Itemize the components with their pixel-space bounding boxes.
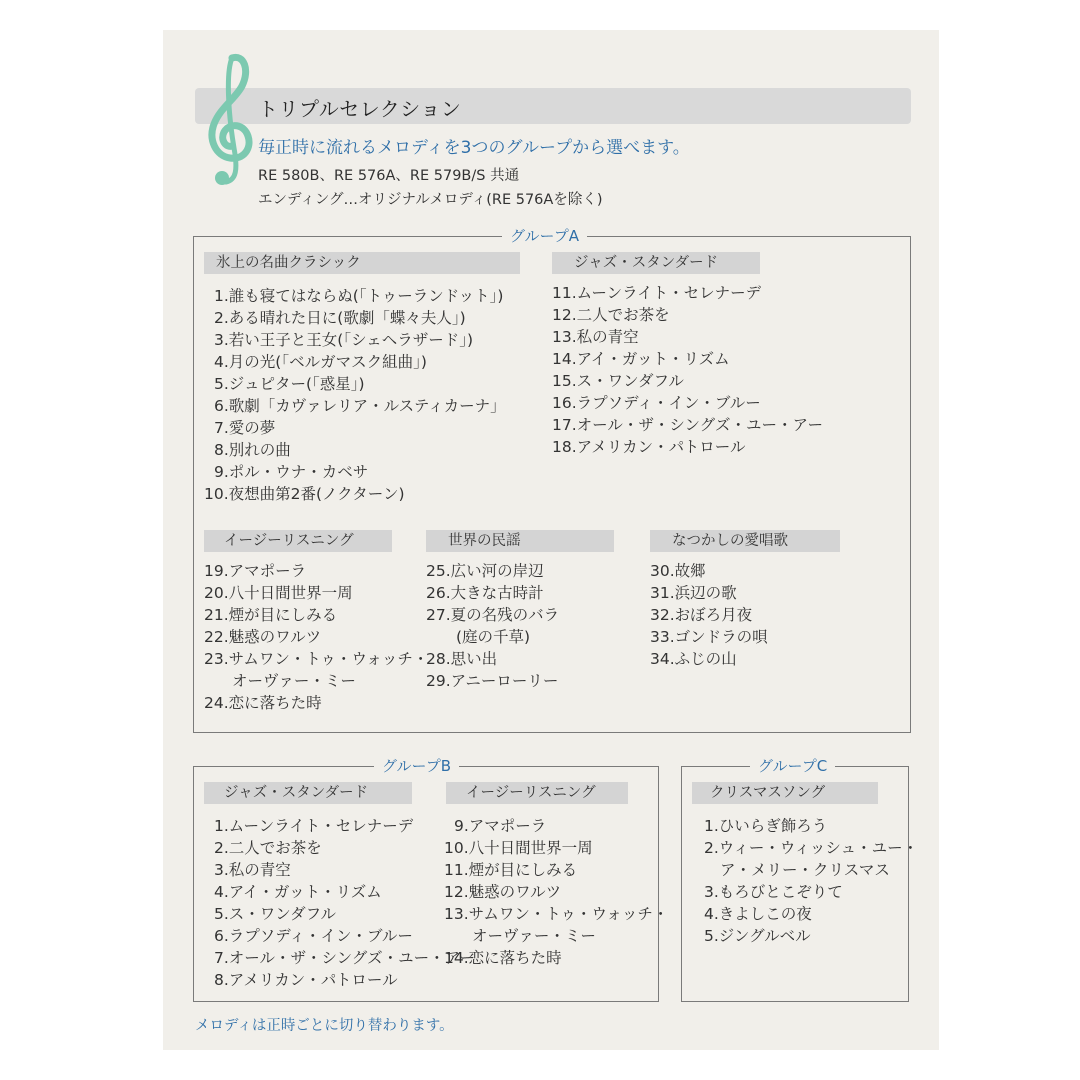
group-b-label: グループB [374, 755, 459, 777]
list-item-continuation: (庭の千草) [456, 628, 531, 646]
list-item: 14.恋に落ちた時 [444, 949, 562, 967]
list-item: 18.アメリカン・パトロール [552, 438, 746, 456]
list-item: 17.オール・ザ・シングズ・ユー・アー [552, 416, 824, 434]
list-item: 34.ふじの山 [650, 650, 737, 668]
category-jazz-b: ジャズ・スタンダード [204, 782, 412, 804]
list-item: 4.アイ・ガット・リズム [214, 883, 382, 901]
list-item: 12.魅惑のワルツ [444, 883, 562, 901]
list-item: 8.別れの曲 [214, 441, 291, 459]
group-b [193, 757, 669, 1002]
list-item: 2.ある晴れた日に(歌劇「蝶々夫人」) [214, 309, 466, 327]
list-item: 5.ス・ワンダフル [214, 905, 337, 923]
list-item: 2.ウィー・ウィッシュ・ユー・ [704, 839, 919, 857]
list-item: 2.二人でお茶を [214, 839, 322, 857]
category-easy-listening: イージーリスニング [204, 530, 392, 552]
list-item: 9.アマポーラ [454, 817, 547, 835]
jazz-b-list [214, 815, 475, 991]
folk-list [426, 560, 559, 692]
list-item: 26.大きな古時計 [426, 584, 544, 602]
list-item: 7.愛の夢 [214, 419, 276, 437]
list-item: 9.ポル・ウナ・カベサ [214, 463, 369, 481]
list-item: 19.アマポーラ [204, 562, 307, 580]
jazz-list [552, 282, 823, 458]
treble-clef-icon [198, 52, 258, 192]
list-item: 16.ラプソディ・イン・ブルー [552, 394, 761, 412]
group-a [193, 227, 911, 733]
list-item: 27.夏の名残のバラ [426, 606, 560, 624]
list-item: 20.八十日間世界一周 [204, 584, 353, 602]
list-item-continuation: ア・メリー・クリスマス [720, 861, 890, 879]
subtitle: 毎正時に流れるメロディを3つのグループから選べます。 [258, 138, 690, 158]
category-classic: 氷上の名曲クラシック [204, 252, 520, 274]
list-item: 3.若い王子と王女(「シェヘラザード」) [214, 331, 474, 349]
group-c [681, 757, 919, 1002]
group-c-label: グループC [750, 755, 835, 777]
list-item: 6.ラプソディ・イン・ブルー [214, 927, 413, 945]
list-item: 31.浜辺の歌 [650, 584, 737, 602]
list-item: 28.思い出 [426, 650, 498, 668]
list-item: 3.私の青空 [214, 861, 291, 879]
list-item: 12.二人でお茶を [552, 306, 670, 324]
list-item: 15.ス・ワンダフル [552, 372, 684, 390]
footer-note: メロディは正時ごとに切り替わります。 [195, 1018, 454, 1034]
page-title: トリプルセレクション [258, 97, 462, 121]
list-item: 23.サムワン・トゥ・ウォッチ・ [204, 650, 429, 668]
easy-listening-b-list [444, 815, 668, 969]
list-item: 11.ムーンライト・セレナーデ [552, 284, 762, 302]
list-item: 5.ジュピター(「惑星」) [214, 375, 365, 393]
list-item: 30.故郷 [650, 562, 706, 580]
list-item-continuation: オーヴァー・ミー [232, 672, 356, 690]
group-a-label: グループA [502, 225, 587, 247]
list-item: 32.おぼろ月夜 [650, 606, 753, 624]
list-item: 11.煙が目にしみる [444, 861, 578, 879]
list-item: 1.ムーンライト・セレナーデ [214, 817, 414, 835]
list-item: 5.ジングルベル [704, 927, 811, 945]
list-item: 6.歌劇「カヴァレリア・ルスティカーナ」 [214, 397, 506, 415]
classic-list [204, 285, 506, 505]
list-item: 1.ひいらぎ飾ろう [704, 817, 828, 835]
category-jazz: ジャズ・スタンダード [552, 252, 760, 274]
nostalgic-list [650, 560, 768, 670]
compatible-models: RE 580B、RE 576A、RE 579B/S 共通 [258, 168, 520, 184]
category-christmas: クリスマスソング [692, 782, 878, 804]
category-nostalgic: なつかしの愛唱歌 [650, 530, 840, 552]
easy-listening-list [204, 560, 428, 714]
list-item: 13.サムワン・トゥ・ウォッチ・ [444, 905, 669, 923]
list-item: 4.きよしこの夜 [704, 905, 812, 923]
list-item: 10.八十日間世界一周 [444, 839, 593, 857]
list-item: 10.夜想曲第2番(ノクターン) [204, 485, 405, 503]
list-item: 13.私の青空 [552, 328, 639, 346]
ending-note: エンディング…オリジナルメロディ(RE 576Aを除く) [258, 192, 603, 208]
list-item: 14.アイ・ガット・リズム [552, 350, 730, 368]
list-item: 1.誰も寝てはならぬ(「トゥーランドット」) [214, 287, 504, 305]
christmas-list [704, 815, 918, 947]
list-item: 3.もろびとこぞりて [704, 883, 843, 901]
list-item: 33.ゴンドラの唄 [650, 628, 768, 646]
category-easy-listening-b: イージーリスニング [446, 782, 628, 804]
list-item: 25.広い河の岸辺 [426, 562, 544, 580]
list-item-continuation: オーヴァー・ミー [472, 927, 596, 945]
list-item: 21.煙が目にしみる [204, 606, 338, 624]
list-item: 7.オール・ザ・シングズ・ユー・アー [214, 949, 476, 967]
list-item: 24.恋に落ちた時 [204, 694, 322, 712]
list-item: 29.アニーローリー [426, 672, 559, 690]
category-folk: 世界の民謡 [426, 530, 614, 552]
list-item: 22.魅惑のワルツ [204, 628, 322, 646]
list-item: 4.月の光(「ベルガマスク組曲」) [214, 353, 427, 371]
list-item: 8.アメリカン・パトロール [214, 971, 398, 989]
